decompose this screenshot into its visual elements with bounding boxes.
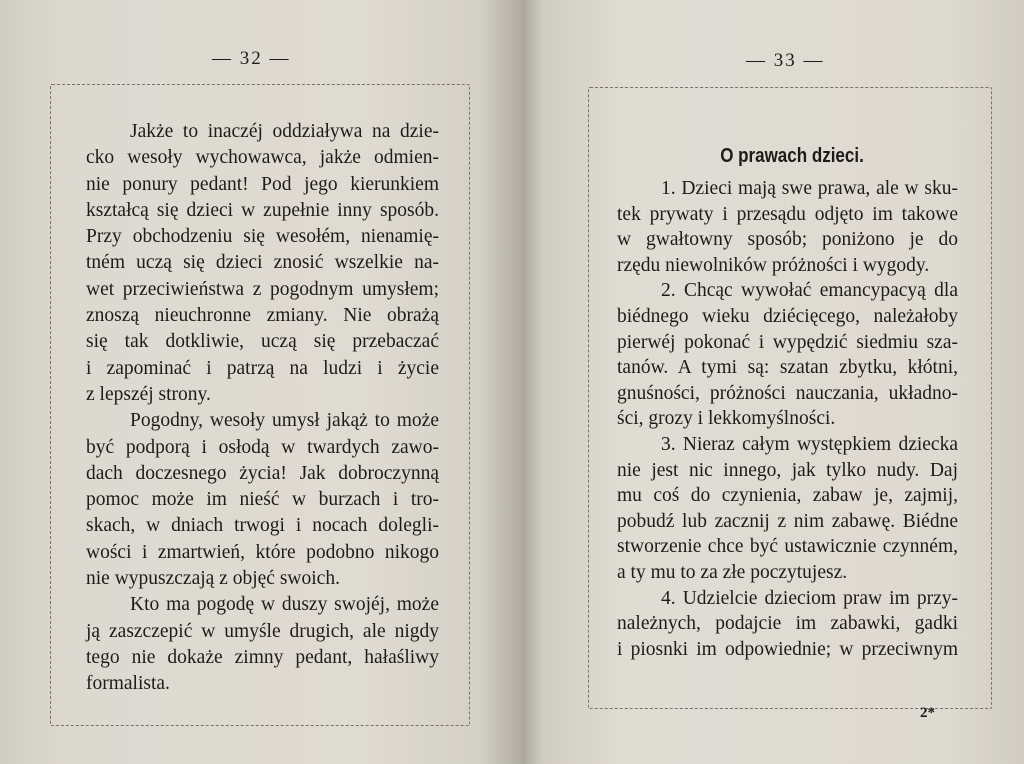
text-line: Przy obchodzeniu się wesołém, nienamię- bbox=[86, 226, 439, 248]
signature-mark: 2* bbox=[920, 705, 935, 721]
text-line: należnych, podajcie im zabawki, gadki bbox=[617, 613, 958, 635]
text-line: kształcą się dzieci w zupełnie inny sposób. bbox=[86, 199, 439, 221]
text-line: Pogodny, wesoły umysł jakąż to może bbox=[130, 410, 439, 432]
chapter-title: O prawach dzieci. bbox=[720, 145, 864, 167]
text-line: 1. Dzieci mają swe prawa, ale w sku- bbox=[661, 178, 958, 199]
text-line: Kto ma pogodę w duszy swojéj, może bbox=[130, 594, 439, 616]
text-line: tek prywaty i przesądu odjęto im takowe bbox=[617, 203, 958, 225]
text-line: mu coś do czynienia, zabaw je, zajmij, bbox=[617, 485, 958, 507]
text-line: a ty mu to za złe poczytujesz. bbox=[617, 561, 848, 583]
text-line: tego nie dokaże zimny pedant, hałaśliwy bbox=[86, 646, 439, 668]
text-line: dach doczesnego życia! Jak dobroczynną bbox=[86, 462, 439, 484]
text-line: wet przeciwieństwa z pogodnym umysłem; bbox=[86, 278, 439, 300]
text-line: pomoc może im nieść w burzach i tro- bbox=[86, 489, 439, 511]
text-line: w gwałtowny sposób; poniżono je do bbox=[617, 229, 958, 251]
text-line: z lepszéj strony. bbox=[86, 383, 211, 405]
text-line: ją zaszczepić w umyśle drugich, ale nigdy bbox=[86, 620, 439, 642]
text-line: Jakże to inaczéj oddziaływa na dzie- bbox=[130, 121, 439, 142]
text-line: się tak dotkliwie, uczą się przebaczać bbox=[86, 331, 439, 353]
text-line: ści, grozy i lekkomyślności. bbox=[617, 408, 836, 430]
text-line: cko wesoły wychowawca, jakże odmien- bbox=[86, 147, 439, 169]
page-number: — 33 — bbox=[746, 50, 825, 71]
text-line: znoszą nieuchronne zmiany. Nie obrażą bbox=[86, 305, 439, 327]
text-line: nie wypuszczają z objęć swoich. bbox=[86, 568, 340, 590]
page-number: — 32 — bbox=[212, 48, 291, 69]
text-line: tanów. A tymi są: szatan zbytku, kłótni, bbox=[617, 357, 958, 379]
text-line: stworzenie chce być ustawicznie czynném, bbox=[617, 536, 958, 558]
text-line: formalista. bbox=[86, 673, 170, 695]
text-line: 2. Chcąc wywołać emancypacyą dla bbox=[661, 280, 958, 302]
text-line: pierwéj pokonać i wypędzić siedmiu sza- bbox=[617, 331, 958, 353]
text-line: wości i zmartwień, które podobno nikogo bbox=[86, 541, 439, 563]
text-line: 4. Udzielcie dzieciom praw im przy- bbox=[661, 587, 958, 609]
text-line: skach, w dniach trwogi i nocach dolegli- bbox=[86, 515, 439, 537]
text-line: i piosnki im odpowiednie; w przeciwnym bbox=[617, 638, 958, 660]
page-text bbox=[617, 176, 958, 662]
text-line: rzędu niewolników próżności i wygody. bbox=[617, 254, 930, 276]
text-line: 3. Nieraz całym występkiem dziecka bbox=[661, 433, 958, 455]
text-line: i zapominać i patrzą na ludzi i życie bbox=[86, 357, 439, 379]
text-line: tném uczą się dzieci znosić wszelkie na- bbox=[86, 252, 439, 274]
text-line: pobudź lub zacznij z nim zabawę. Biédne bbox=[617, 510, 958, 532]
text-line: nie jest nic innego, jak tylko nudy. Daj bbox=[617, 459, 958, 481]
text-line: biédnego wieku dziécięcego, należałoby bbox=[617, 305, 958, 327]
right-page bbox=[522, 0, 1024, 764]
text-line: być podporą i osłodą w twardych zawo- bbox=[86, 436, 439, 458]
page-text bbox=[86, 119, 439, 698]
text-line: gnuśności, próżności nauczania, układno- bbox=[617, 382, 958, 404]
text-line: nie ponury pedant! Pod jego kierunkiem bbox=[86, 173, 439, 195]
